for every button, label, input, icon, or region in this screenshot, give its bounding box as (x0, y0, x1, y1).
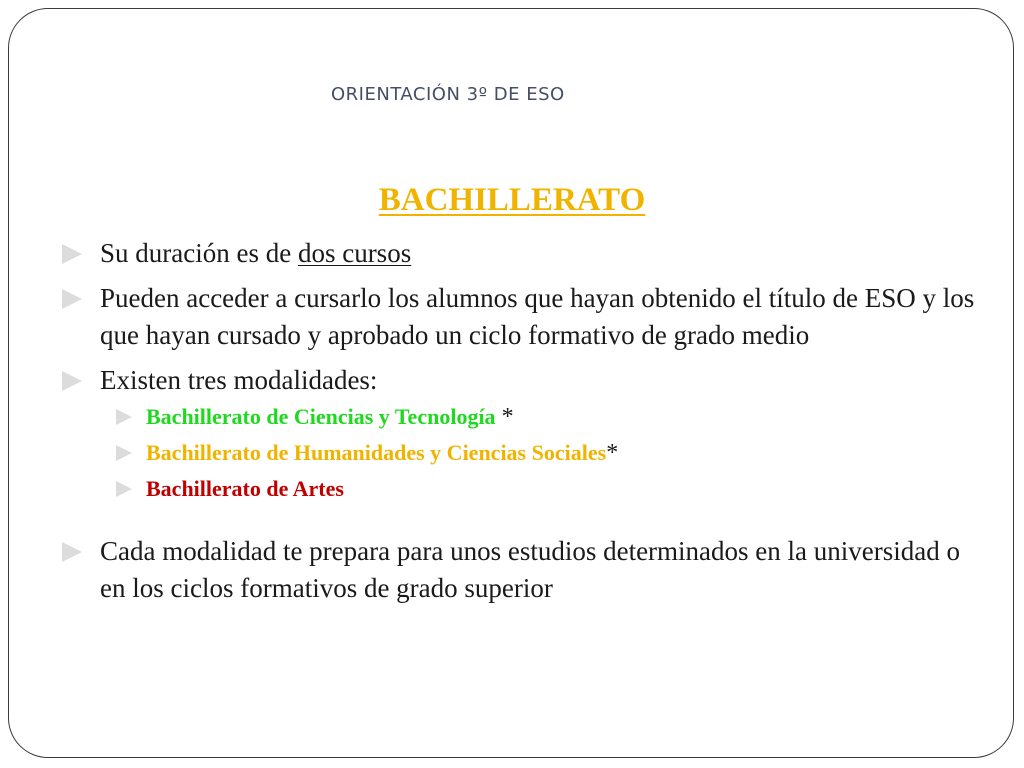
triangle-bullet-icon (116, 481, 132, 497)
modalidad-ciencias (62, 399, 982, 435)
triangle-bullet-icon (116, 409, 132, 425)
acceso-text: Pueden acceder a cursarlo los alumnos que hayan obtenido el título de ESO y los que hayan cursado y aprobado un ciclo formativo de grado medio (100, 283, 975, 350)
slide-title: BACHILLERATO (378, 182, 646, 218)
bullet-acceso (62, 280, 982, 354)
modalidad-asterisk: * (495, 404, 514, 430)
bullet-duracion (62, 235, 982, 272)
modalidad-humanidades (62, 435, 982, 471)
duracion-text: Su duración es de (100, 238, 298, 268)
triangle-bullet-icon (62, 371, 82, 391)
modalidades-text: Existen tres modalidades: (100, 365, 378, 395)
bullet-list (62, 235, 982, 607)
modalidad-label: Bachillerato de Artes (146, 476, 344, 501)
triangle-bullet-icon (62, 289, 82, 309)
triangle-bullet-icon (62, 244, 82, 264)
duracion-emphasis: dos cursos (297, 238, 412, 268)
bullet-modalidades (62, 362, 982, 399)
triangle-bullet-icon (116, 445, 132, 461)
modalidad-artes (62, 471, 982, 507)
modalidad-asterisk: * (606, 440, 619, 466)
preparacion-text: Cada modalidad te prepara para unos estudios determinados en la universidad o en los ciclos formativos de grado superior (100, 536, 960, 603)
triangle-bullet-icon (62, 542, 82, 562)
modalidad-label: Bachillerato de Ciencias y Tecnología (146, 404, 496, 429)
slide-header: ORIENTACIÓN 3º DE ESO (331, 84, 565, 105)
bullet-preparacion (62, 533, 982, 607)
modalidad-label: Bachillerato de Humanidades y Ciencias Sociales (146, 440, 607, 465)
